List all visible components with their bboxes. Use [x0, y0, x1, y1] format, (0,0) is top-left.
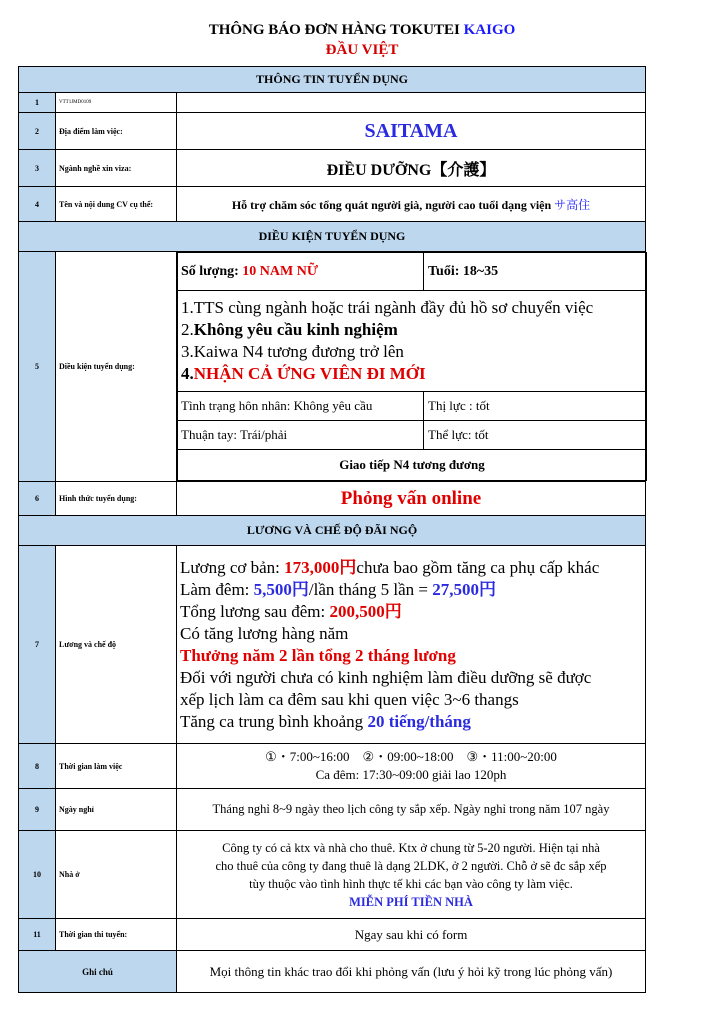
section-salary — [19, 516, 646, 546]
requirement-3: 3.Kaiwa N4 tương đương trở lên — [181, 342, 404, 361]
row-4 — [19, 187, 646, 222]
night-shift-time: Ca đêm: 17:30~09:00 giải lao 120ph — [315, 767, 507, 782]
quantity-row — [178, 253, 647, 291]
row-11 — [19, 919, 646, 951]
exam-time-value: Ngay sau khi có form — [177, 919, 646, 951]
row-9 — [19, 789, 646, 831]
row-note — [19, 951, 646, 993]
title-main: THÔNG BÁO ĐƠN HÀNG TOKUTEI — [208, 22, 464, 38]
physical-fitness: Thể lực: tốt — [424, 421, 647, 450]
requirement-4-text: NHẬN CẢ ỨNG VIÊN ĐI MỚI — [193, 364, 426, 383]
row-8 — [19, 744, 646, 789]
note-label: Ghi chú — [19, 951, 177, 993]
communication-row — [178, 450, 647, 481]
row-3-number: 3 — [19, 150, 56, 187]
base-salary-value: 173,000円 — [284, 557, 357, 577]
job-description-value — [177, 187, 646, 222]
hand-row — [178, 421, 647, 450]
section-salary-title: LƯƠNG VÀ CHẾ ĐỘ ĐÃI NGỘ — [19, 516, 646, 546]
row-7 — [19, 546, 646, 744]
row-6-number: 6 — [19, 482, 56, 516]
job-description-accent: サ高住 — [554, 197, 591, 212]
document-title — [0, 22, 724, 39]
shift-times: ①・7:00~16:00 ②・09:00~18:00 ③・11:00~20:00 — [265, 749, 557, 764]
row-4-label: Tên và nội dung CV cụ thể: — [56, 187, 177, 222]
base-salary-note: chưa bao gồm tăng ca phụ cấp khác — [356, 557, 600, 577]
salary-line-5: Thưởng năm 2 lần tổng 2 tháng lương — [180, 645, 456, 665]
row-2-number: 2 — [19, 113, 56, 150]
interview-format: Phỏng vấn online — [177, 482, 646, 516]
workplace-value: SAITAMA — [177, 113, 646, 150]
marital-row — [178, 392, 647, 421]
section-recruit-info — [19, 67, 646, 93]
quantity — [178, 253, 424, 291]
base-salary-label: Lương cơ bản: — [180, 557, 285, 577]
quantity-label: Số lượng: — [181, 263, 243, 279]
total-salary-value: 200,500円 — [329, 601, 402, 621]
salary-line-8 — [180, 711, 642, 733]
eyesight: Thị lực : tốt — [424, 392, 647, 421]
title-accent: KAIGO — [463, 22, 516, 38]
salary-line-6: Đối với người chưa có kinh nghiệm làm điều dưỡng sẽ được — [180, 667, 592, 687]
row-8-number: 8 — [19, 744, 56, 789]
overtime-value: 20 tiếng/tháng — [367, 711, 471, 731]
visa-field-value: ĐIỀU DƯỠNG【介護】 — [177, 150, 646, 187]
row-10 — [19, 831, 646, 919]
requirement-4-prefix: 4. — [181, 364, 194, 383]
row-3 — [19, 150, 646, 187]
section-conditions — [19, 222, 646, 252]
housing-free: MIỄN PHÍ TIỀN NHÀ — [349, 894, 473, 909]
salary-line-7: xếp lịch làm ca đêm sau khi quen việc 3~6 thangs — [180, 689, 519, 709]
row-11-label: Thời gian thi tuyển: — [56, 919, 177, 951]
row-7-number: 7 — [19, 546, 56, 744]
row-8-label: Thời gian làm việc — [56, 744, 177, 789]
row-6 — [19, 482, 646, 516]
row-1-value — [177, 93, 646, 113]
note-value: Mọi thông tin khác trao đổi khi phỏng vấn (lưu ý hỏi kỹ trong lúc phỏng vấn) — [177, 951, 646, 993]
row-4-number: 4 — [19, 187, 56, 222]
requirement-2-prefix: 2. — [181, 320, 194, 339]
row-1-label: VTT1JMD0109 — [56, 93, 177, 113]
job-description-main: Hỗ trợ chăm sóc tổng quát người già, người cao tuổi dạng viện — [231, 197, 555, 212]
night-shift-frequency: /lần tháng 5 lần = — [308, 579, 433, 599]
row-7-label: Lương và chế độ — [56, 546, 177, 744]
salary-line-1 — [180, 557, 642, 579]
salary-line-3 — [180, 601, 642, 623]
quantity-value: 10 NAM NỮ — [242, 263, 318, 279]
row-9-label: Ngày nghỉ — [56, 789, 177, 831]
days-off-value: Tháng nghỉ 8~9 ngày theo lịch công ty sắp xếp. Ngày nghỉ trong năm 107 ngày — [177, 789, 646, 831]
requirements-list — [178, 291, 647, 392]
row-11-number: 11 — [19, 919, 56, 951]
communication-level: Giao tiếp N4 tương đương — [178, 450, 647, 481]
section-recruit-info-title: THÔNG TIN TUYỂN DỤNG — [19, 67, 646, 93]
row-10-label: Nhà ở — [56, 831, 177, 919]
conditions-grid — [177, 252, 647, 481]
row-2 — [19, 113, 646, 150]
requirement-4 — [181, 363, 643, 385]
salary-line-2 — [180, 579, 642, 601]
housing-details — [177, 831, 646, 919]
document-subtitle: ĐẦU VIỆT — [325, 42, 399, 58]
job-order-table — [18, 66, 646, 993]
row-1-number: 1 — [19, 93, 56, 113]
row-10-number: 10 — [19, 831, 56, 919]
night-shift-total: 27,500円 — [432, 579, 497, 599]
row-5-number: 5 — [19, 252, 56, 482]
age-range: Tuổi: 18~35 — [424, 253, 647, 291]
housing-line-2: cho thuê của công ty đang thuê là dạng 2LDK, ở 2 người. Chỗ ở sẽ đc sắp xếp — [215, 858, 607, 873]
housing-line-3: tùy thuộc vào tình hình thực tế khi các bạn vào công ty làm việc. — [249, 876, 573, 891]
handedness: Thuận tay: Trái/phải — [178, 421, 424, 450]
overtime-label: Tăng ca trung bình khoảng — [180, 711, 368, 731]
requirement-2 — [181, 319, 643, 341]
section-conditions-title: DIỀU KIỆN TUYỂN DỤNG — [19, 222, 646, 252]
row-5 — [19, 252, 646, 482]
requirements-row — [178, 291, 647, 392]
working-hours — [177, 744, 646, 789]
row-3-label: Ngành nghề xin viza: — [56, 150, 177, 187]
conditions-cell — [177, 252, 646, 482]
row-9-number: 9 — [19, 789, 56, 831]
requirement-1: 1.TTS cùng ngành hoặc trái ngành đầy đủ hồ sơ chuyển việc — [181, 298, 594, 317]
night-shift-rate: 5,500円 — [253, 579, 309, 599]
total-salary-label: Tổng lương sau đêm: — [180, 601, 330, 621]
row-1 — [19, 93, 646, 113]
salary-line-4: Có tăng lương hàng năm — [180, 623, 349, 643]
night-shift-label: Làm đêm: — [180, 579, 254, 599]
marital-status: Tình trạng hôn nhân: Không yêu cầu — [178, 392, 424, 421]
requirement-2-text: Không yêu cầu kinh nghiệm — [193, 320, 398, 339]
row-6-label: Hình thức tuyển dụng: — [56, 482, 177, 516]
row-2-label: Địa điểm làm việc: — [56, 113, 177, 150]
salary-details — [177, 546, 646, 744]
housing-line-1: Công ty có cả ktx và nhà cho thuê. Ktx ở chung từ 5-20 người. Hiện tại nhà — [222, 840, 600, 855]
row-5-label: Diều kiện tuyển dụng: — [56, 252, 177, 482]
